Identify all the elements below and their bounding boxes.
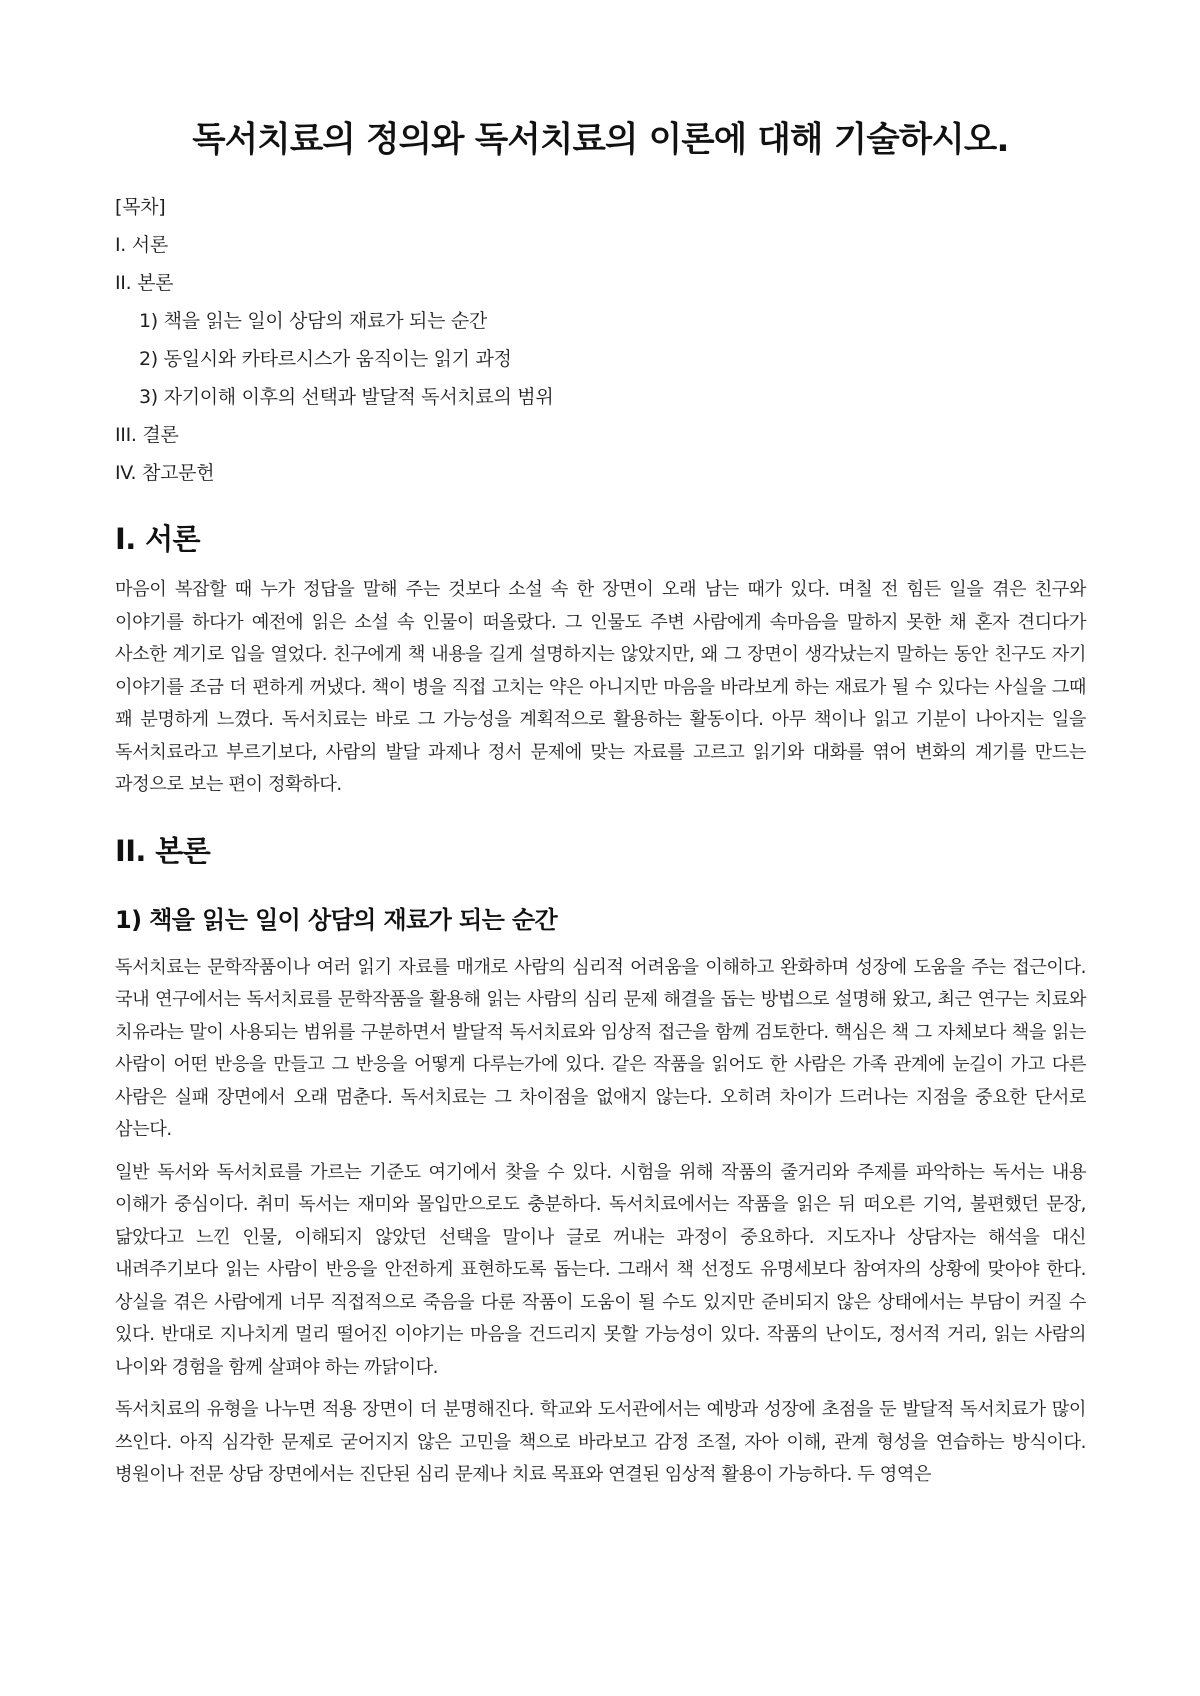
subsection-1-paragraph-2: 일반 독서와 독서치료를 가르는 기준도 여기에서 찾을 수 있다. 시험을 위해 작품의 줄거리와 주제를 파악하는 독서는 내용 이해가 중심이다. 취미 독서는 재미와 몰입만으로도 충분하다. 독서치료에서는 작품을 읽은 뒤 떠오른 기억, 불편했던 문장, 닮았다고 느낀 인물, 이해되지 않았던 선택을 말이나 글로 꺼내는 과정이 중요하다. 지도자나 상담자는 해석을 대신 내려주기보다 읽는 사람이 반응을 안전하게 표현하도록 돕는다. 그래서 책 선정도 유명세보다 참여자의 상황에 맞아야 한다. 상실을 겪은 사람에게 너무 직접적으로 죽음을 다룬 작품이 도움이 될 수도 있지만 준비되지 않은 상태에서는 부담이 커질 수 있다. 반대로 지나치게 멀리 떨어진 이야기는 마음을 건드리지 못할 가능성이 있다. 작품의 난이도, 정서적 거리, 읽는 사람의 나이와 경험을 함께 살펴야 하는 까닭이다. [115, 1161, 1086, 1378]
table-of-contents [115, 188, 1086, 492]
body-heading: II. 본론 [115, 833, 211, 868]
toc-header: [목차] [115, 196, 166, 218]
subsection-1-paragraph-3: 독서치료의 유형을 나누면 적용 장면이 더 분명해진다. 학교와 도서관에서는 예방과 성장에 초점을 둔 발달적 독서치료가 많이 쓰인다. 아직 심각한 문제로 굳어지지 않은 고민을 책으로 바라보고 감정 조절, 자아 이해, 관계 형성을 연습하는 방식이다. 병원이나 전문 상담 장면에서는 진단된 심리 문제나 치료 목표와 연결된 임상적 활용이 가능하다. 두 영역은 [115, 1399, 1086, 1485]
toc-item-references: IV. 참고문헌 [115, 462, 215, 484]
subsection-1-heading: 1) 책을 읽는 일이 상담의 재료가 되는 순간 [115, 905, 558, 934]
toc-item-conclusion: III. 결론 [115, 424, 179, 446]
document-title: 독서치료의 정의와 독서치료의 이론에 대해 기술하시오. [192, 120, 1009, 160]
toc-item-body-sub-2: 2) 동일시와 카타르시스가 움직이는 읽기 과정 [139, 348, 512, 370]
toc-item-body-sub-1: 1) 책을 읽는 일이 상담의 재료가 되는 순간 [139, 310, 487, 332]
toc-item-body: II. 본론 [115, 272, 174, 294]
introduction-paragraph: 마음이 복잡할 때 누가 정답을 말해 주는 것보다 소설 속 한 장면이 오래 남는 때가 있다. 며칠 전 힘든 일을 겪은 친구와 이야기를 하다가 예전에 읽은 소설 속 인물이 떠올랐다. 그 인물도 주변 사람에게 속마음을 말하지 못한 채 혼자 견디다가 사소한 계기로 입을 열었다. 친구에게 책 내용을 길게 설명하지는 않았지만, 왜 그 장면이 생각났는지 말하는 동안 친구도 자기 이야기를 조금 더 편하게 꺼냈다. 책이 병을 직접 고치는 약은 아니지만 마음을 바라보게 하는 재료가 될 수 있다는 사실을 그때 꽤 분명하게 느꼈다. 독서치료는 바로 그 가능성을 계획적으로 활용하는 활동이다. 아무 책이나 읽고 기분이 나아지는 일을 독서치료라고 부르기보다, 사람의 발달 과제나 정서 문제에 맞는 자료를 고르고 읽기와 대화를 엮어 변화의 계기를 만드는 과정으로 보는 편이 정확하다. [115, 579, 1086, 795]
toc-item-body-sub-3: 3) 자기이해 이후의 선택과 발달적 독서치료의 범위 [139, 386, 554, 408]
toc-item-introduction: I. 서론 [115, 234, 168, 256]
subsection-1-paragraph-1: 독서치료는 문학작품이나 여러 읽기 자료를 매개로 사람의 심리적 어려움을 이해하고 완화하며 성장에 도움을 주는 접근이다. 국내 연구에서는 독서치료를 문학작품을 활용해 읽는 사람의 심리 문제 해결을 돕는 방법으로 설명해 왔고, 최근 연구는 치료와 치유라는 말이 사용되는 범위를 구분하면서 발달적 독서치료와 임상적 접근을 함께 검토한다. 핵심은 책 그 자체보다 책을 읽는 사람이 어떤 반응을 만들고 그 반응을 어떻게 다루는가에 있다. 같은 작품을 읽어도 한 사람은 가족 관계에 눈길이 가고 다른 사람은 실패 장면에서 오래 멈춘다. 독서치료는 그 차이점을 없애지 않는다. 오히려 차이가 드러나는 지점을 중요한 단서로 삼는다. [115, 956, 1086, 1140]
introduction-heading: I. 서론 [115, 522, 200, 556]
